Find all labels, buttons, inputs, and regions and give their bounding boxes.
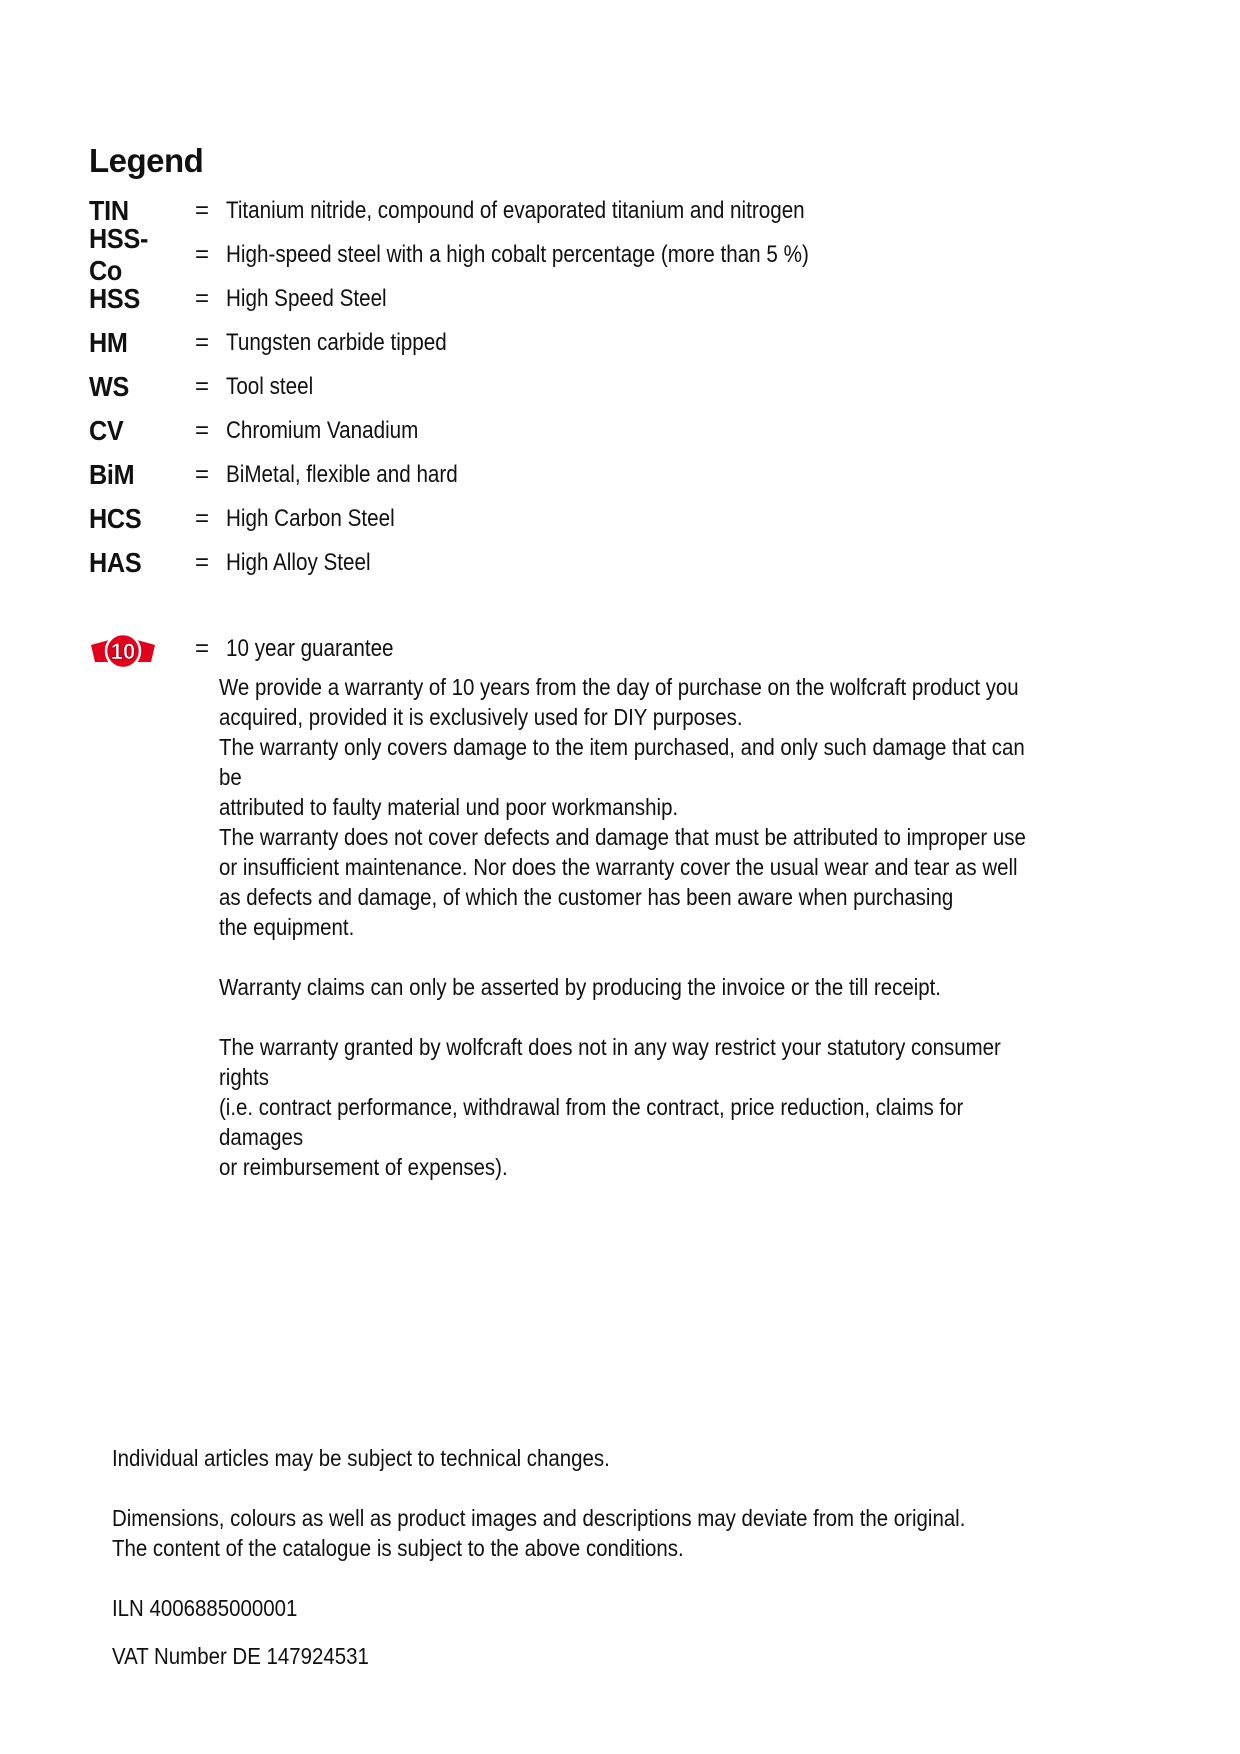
- badge-number: 10: [110, 639, 136, 664]
- equals-sign: =: [195, 197, 210, 224]
- warranty-line: The warranty granted by wolfcraft does not in any way restrict your statutory consumer rights: [219, 1034, 1001, 1090]
- warranty-line: acquired, provided it is exclusively used for DIY purposes.: [219, 704, 743, 730]
- paragraph-gap: [112, 1563, 982, 1593]
- legend-item: [89, 497, 989, 541]
- legend-item: [89, 277, 989, 321]
- legend-desc: Titanium nitride, compound of evaporated titanium and nitrogen: [226, 197, 805, 224]
- legend-item: [89, 189, 989, 233]
- legend-abbr: HSS: [89, 283, 141, 314]
- iln-number: ILN 4006885000001: [112, 1595, 298, 1621]
- legend-abbr: CV: [89, 415, 124, 446]
- equals-sign: =: [195, 635, 210, 662]
- footer-line: Dimensions, colours as well as product images and descriptions may deviate from the original.: [112, 1505, 966, 1531]
- legend-desc: BiMetal, flexible and hard: [226, 461, 458, 488]
- guarantee-label: 10 year guarantee: [226, 635, 394, 662]
- legend-abbr: HAS: [89, 547, 142, 578]
- paragraph-gap: [112, 1623, 982, 1641]
- legend-item: [89, 541, 989, 585]
- legend-abbr: BiM: [89, 459, 135, 490]
- legend-item: [89, 409, 989, 453]
- warranty-line: attributed to faulty material und poor workmanship.: [219, 794, 679, 820]
- warranty-line: The warranty does not cover defects and damage that must be attributed to improper use: [219, 824, 1026, 850]
- equals-sign: =: [195, 373, 210, 400]
- legend-abbr: HM: [89, 327, 128, 358]
- warranty-line: Warranty claims can only be asserted by producing the invoice or the till receipt.: [219, 974, 941, 1000]
- legend-desc: High Carbon Steel: [226, 505, 395, 532]
- legend-desc: High Speed Steel: [226, 285, 387, 312]
- legend-desc: Tool steel: [226, 373, 314, 400]
- equals-sign: =: [195, 285, 210, 312]
- equals-sign: =: [195, 329, 210, 356]
- footer-line: The content of the catalogue is subject to the above conditions.: [112, 1535, 684, 1561]
- ten-year-guarantee-badge-icon: [91, 631, 155, 671]
- legend-abbr: HSS-Co: [89, 223, 149, 286]
- warranty-line: We provide a warranty of 10 years from the day of purchase on the wolfcraft product you: [219, 674, 1019, 700]
- warranty-line: The warranty only covers damage to the item purchased, and only such damage that can be: [219, 734, 1025, 790]
- equals-sign: =: [195, 241, 210, 268]
- legend-item: [89, 321, 989, 365]
- warranty-line: or reimbursement of expenses).: [219, 1154, 508, 1180]
- warranty-line: or insufficient maintenance. Nor does the warranty cover the usual wear and tear as well: [219, 854, 1018, 880]
- guarantee-legend-item: [89, 627, 989, 671]
- paragraph-gap: [219, 942, 1037, 972]
- legend-title: Legend: [89, 142, 204, 179]
- legend-item: [89, 223, 989, 286]
- equals-sign: =: [195, 505, 210, 532]
- legend-item: [89, 365, 989, 409]
- legend-desc: High Alloy Steel: [226, 549, 371, 576]
- warranty-line: as defects and damage, of which the customer has been aware when purchasing: [219, 884, 954, 910]
- warranty-line: the equipment.: [219, 914, 355, 940]
- footer-line: Individual articles may be subject to technical changes.: [112, 1445, 610, 1471]
- legend-list: [89, 189, 989, 585]
- legend-desc: High-speed steel with a high cobalt percentage (more than 5 %): [226, 241, 809, 268]
- paragraph-gap: [219, 1002, 1037, 1032]
- footer-notes: [112, 1443, 982, 1671]
- vat-number: VAT Number DE 147924531: [112, 1643, 369, 1669]
- warranty-text: [219, 672, 1037, 1182]
- legend-abbr: WS: [89, 371, 130, 402]
- equals-sign: =: [195, 549, 210, 576]
- legend-item: [89, 453, 989, 497]
- legend-desc: Tungsten carbide tipped: [226, 329, 447, 356]
- equals-sign: =: [195, 417, 210, 444]
- equals-sign: =: [195, 461, 210, 488]
- legend-abbr: TIN: [89, 195, 129, 226]
- legend-abbr: HCS: [89, 503, 142, 534]
- legend-desc: Chromium Vanadium: [226, 417, 419, 444]
- paragraph-gap: [112, 1473, 982, 1503]
- warranty-line: (i.e. contract performance, withdrawal from the contract, price reduction, claims for damages: [219, 1094, 964, 1150]
